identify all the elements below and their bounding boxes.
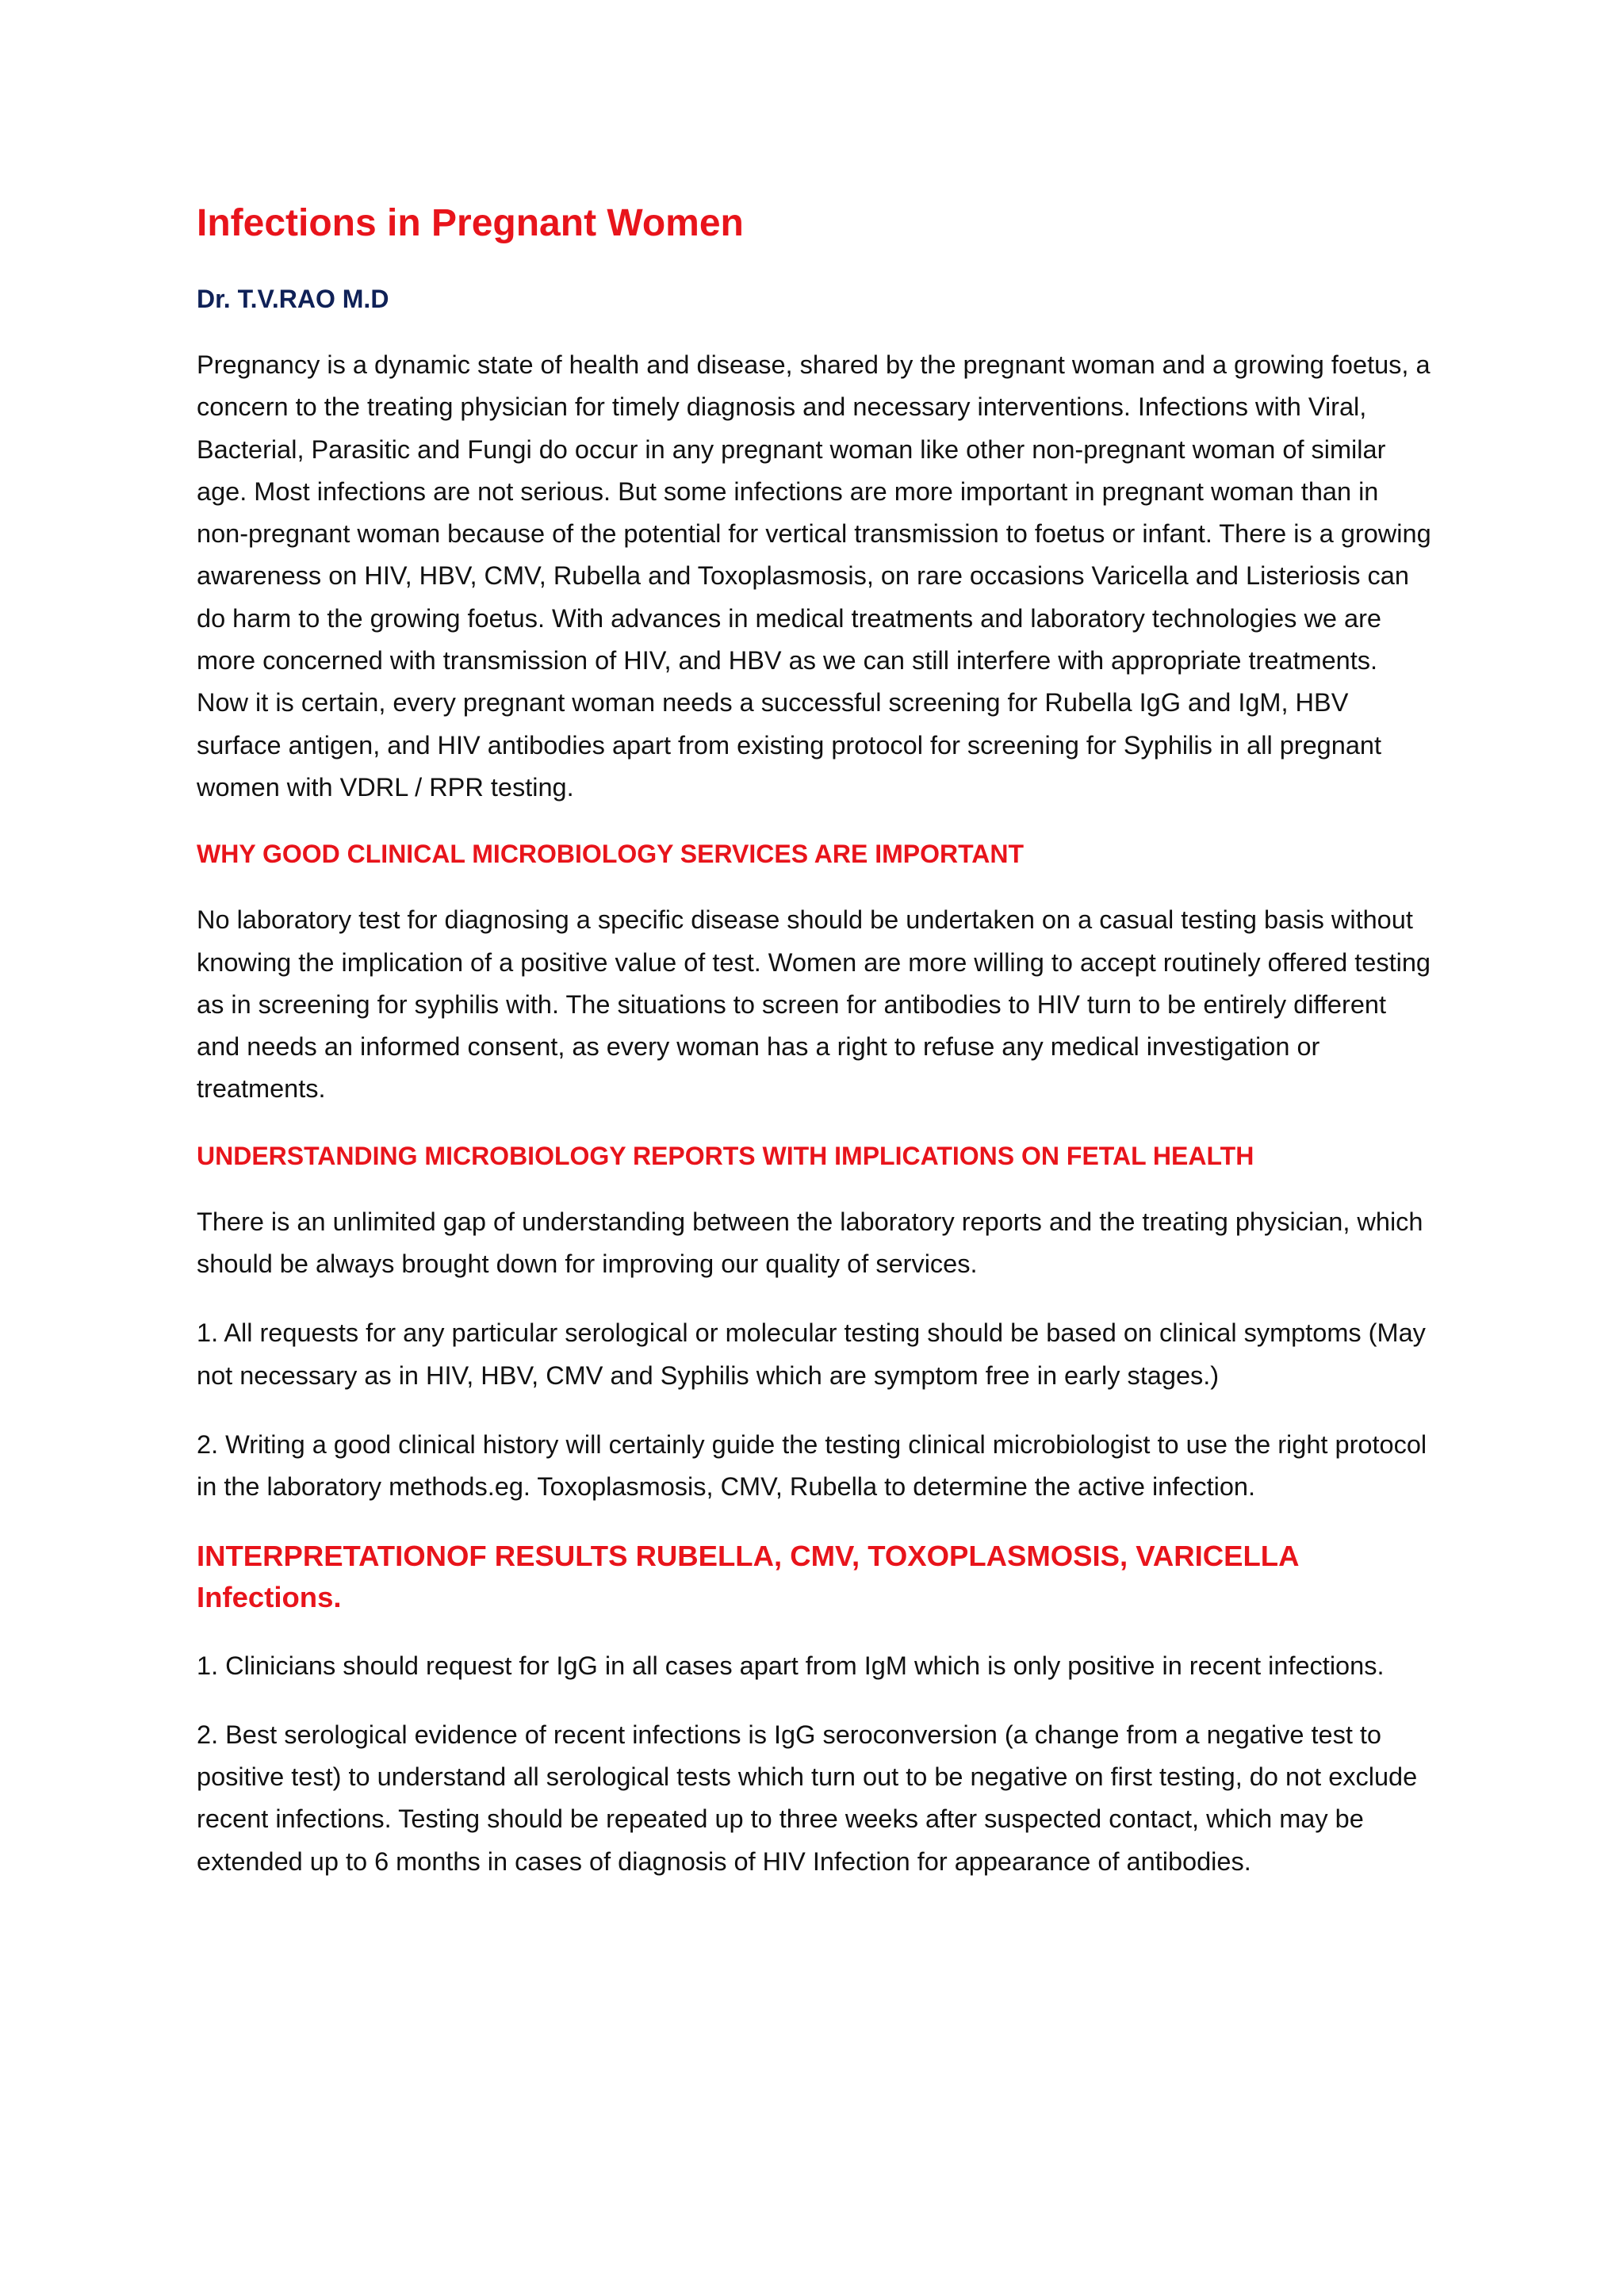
body-paragraph: There is an unlimited gap of understanding between the laboratory reports and the treating physician, which should be always brought down for improving our quality of services. xyxy=(197,1207,1423,1279)
numbered-point-2: 2. Best serological evidence of recent infections is IgG seroconversion (a change from a negative test to positive test) to understand all serological tests which turn out to be negative on first testing, do not exclude recent infections. Testing should be repeated up to three weeks after suspected contact, which may be extended up to 6 months in cases of diagnosis of HIV Infection for appearance of antibodies. xyxy=(197,1720,1418,1876)
document-title: Infections in Pregnant Women xyxy=(197,202,744,244)
numbered-point-1: 1. Clinicians should request for IgG in all cases apart from IgM which is only positive in recent infections. xyxy=(197,1651,1385,1680)
section-heading-reports: UNDERSTANDING MICROBIOLOGY REPORTS WITH IMPLICATIONS ON FETAL HEALTH xyxy=(197,1141,1254,1170)
body-paragraph: No laboratory test for diagnosing a specific disease should be undertaken on a casual testing basis without knowing the implication of a positive value of test. Women are more willing to accept routinely offered testing as in screening for syphilis with. The situations to screen for antibodies to HIV turn to be entirely different and needs an informed consent, as every woman has a right to refuse any medical investigation or treatments. xyxy=(197,905,1431,1104)
section-heading-services: WHY GOOD CLINICAL MICROBIOLOGY SERVICES ARE IMPORTANT xyxy=(197,840,1025,869)
author-line: Dr. T.V.RAO M.D xyxy=(197,285,389,313)
document-page xyxy=(197,198,1434,1883)
numbered-point-1: 1. All requests for any particular serological or molecular testing should be based on clinical symptoms (May not necessary as in HIV, HBV, CMV and Syphilis which are symptom free in early stages.) xyxy=(197,1318,1426,1390)
numbered-point-2: 2. Writing a good clinical history will certainly guide the testing clinical microbiologist to use the right protocol in the laboratory methods.eg. Toxoplasmosis, CMV, Rubella to determine the active infection. xyxy=(197,1429,1427,1502)
intro-paragraph: Pregnancy is a dynamic state of health and disease, shared by the pregnant woman and a growing foetus, a concern to the treating physician for timely diagnosis and necessary interventions. Infections with Viral, Bacterial, Parasitic and Fungi do occur in any pregnant woman like other non-pregnant woman of similar age. Most infections are not serious. But some infections are more important in pregnant woman than in non-pregnant woman because of the potential for vertical transmission to foetus or infant. There is a growing awareness on HIV, HBV, CMV, Rubella and Toxoplasmosis, on rare occasions Varicella and Listeriosis can do harm to the growing foetus. With advances in medical treatments and laboratory technologies we are more concerned with transmission of HIV, and HBV as we can still interfere with appropriate treatments. Now it is certain, every pregnant woman needs a successful screening for Rubella IgG and IgM, HBV surface antigen, and HIV antibodies apart from existing protocol for screening for Syphilis in all pregnant women with VDRL / RPR testing. xyxy=(197,350,1431,802)
section-heading-interpretation: INTERPRETATIONOF RESULTS RUBELLA, CMV, TOXOPLASMOSIS, VARICELLA Infections. xyxy=(197,1539,1299,1613)
